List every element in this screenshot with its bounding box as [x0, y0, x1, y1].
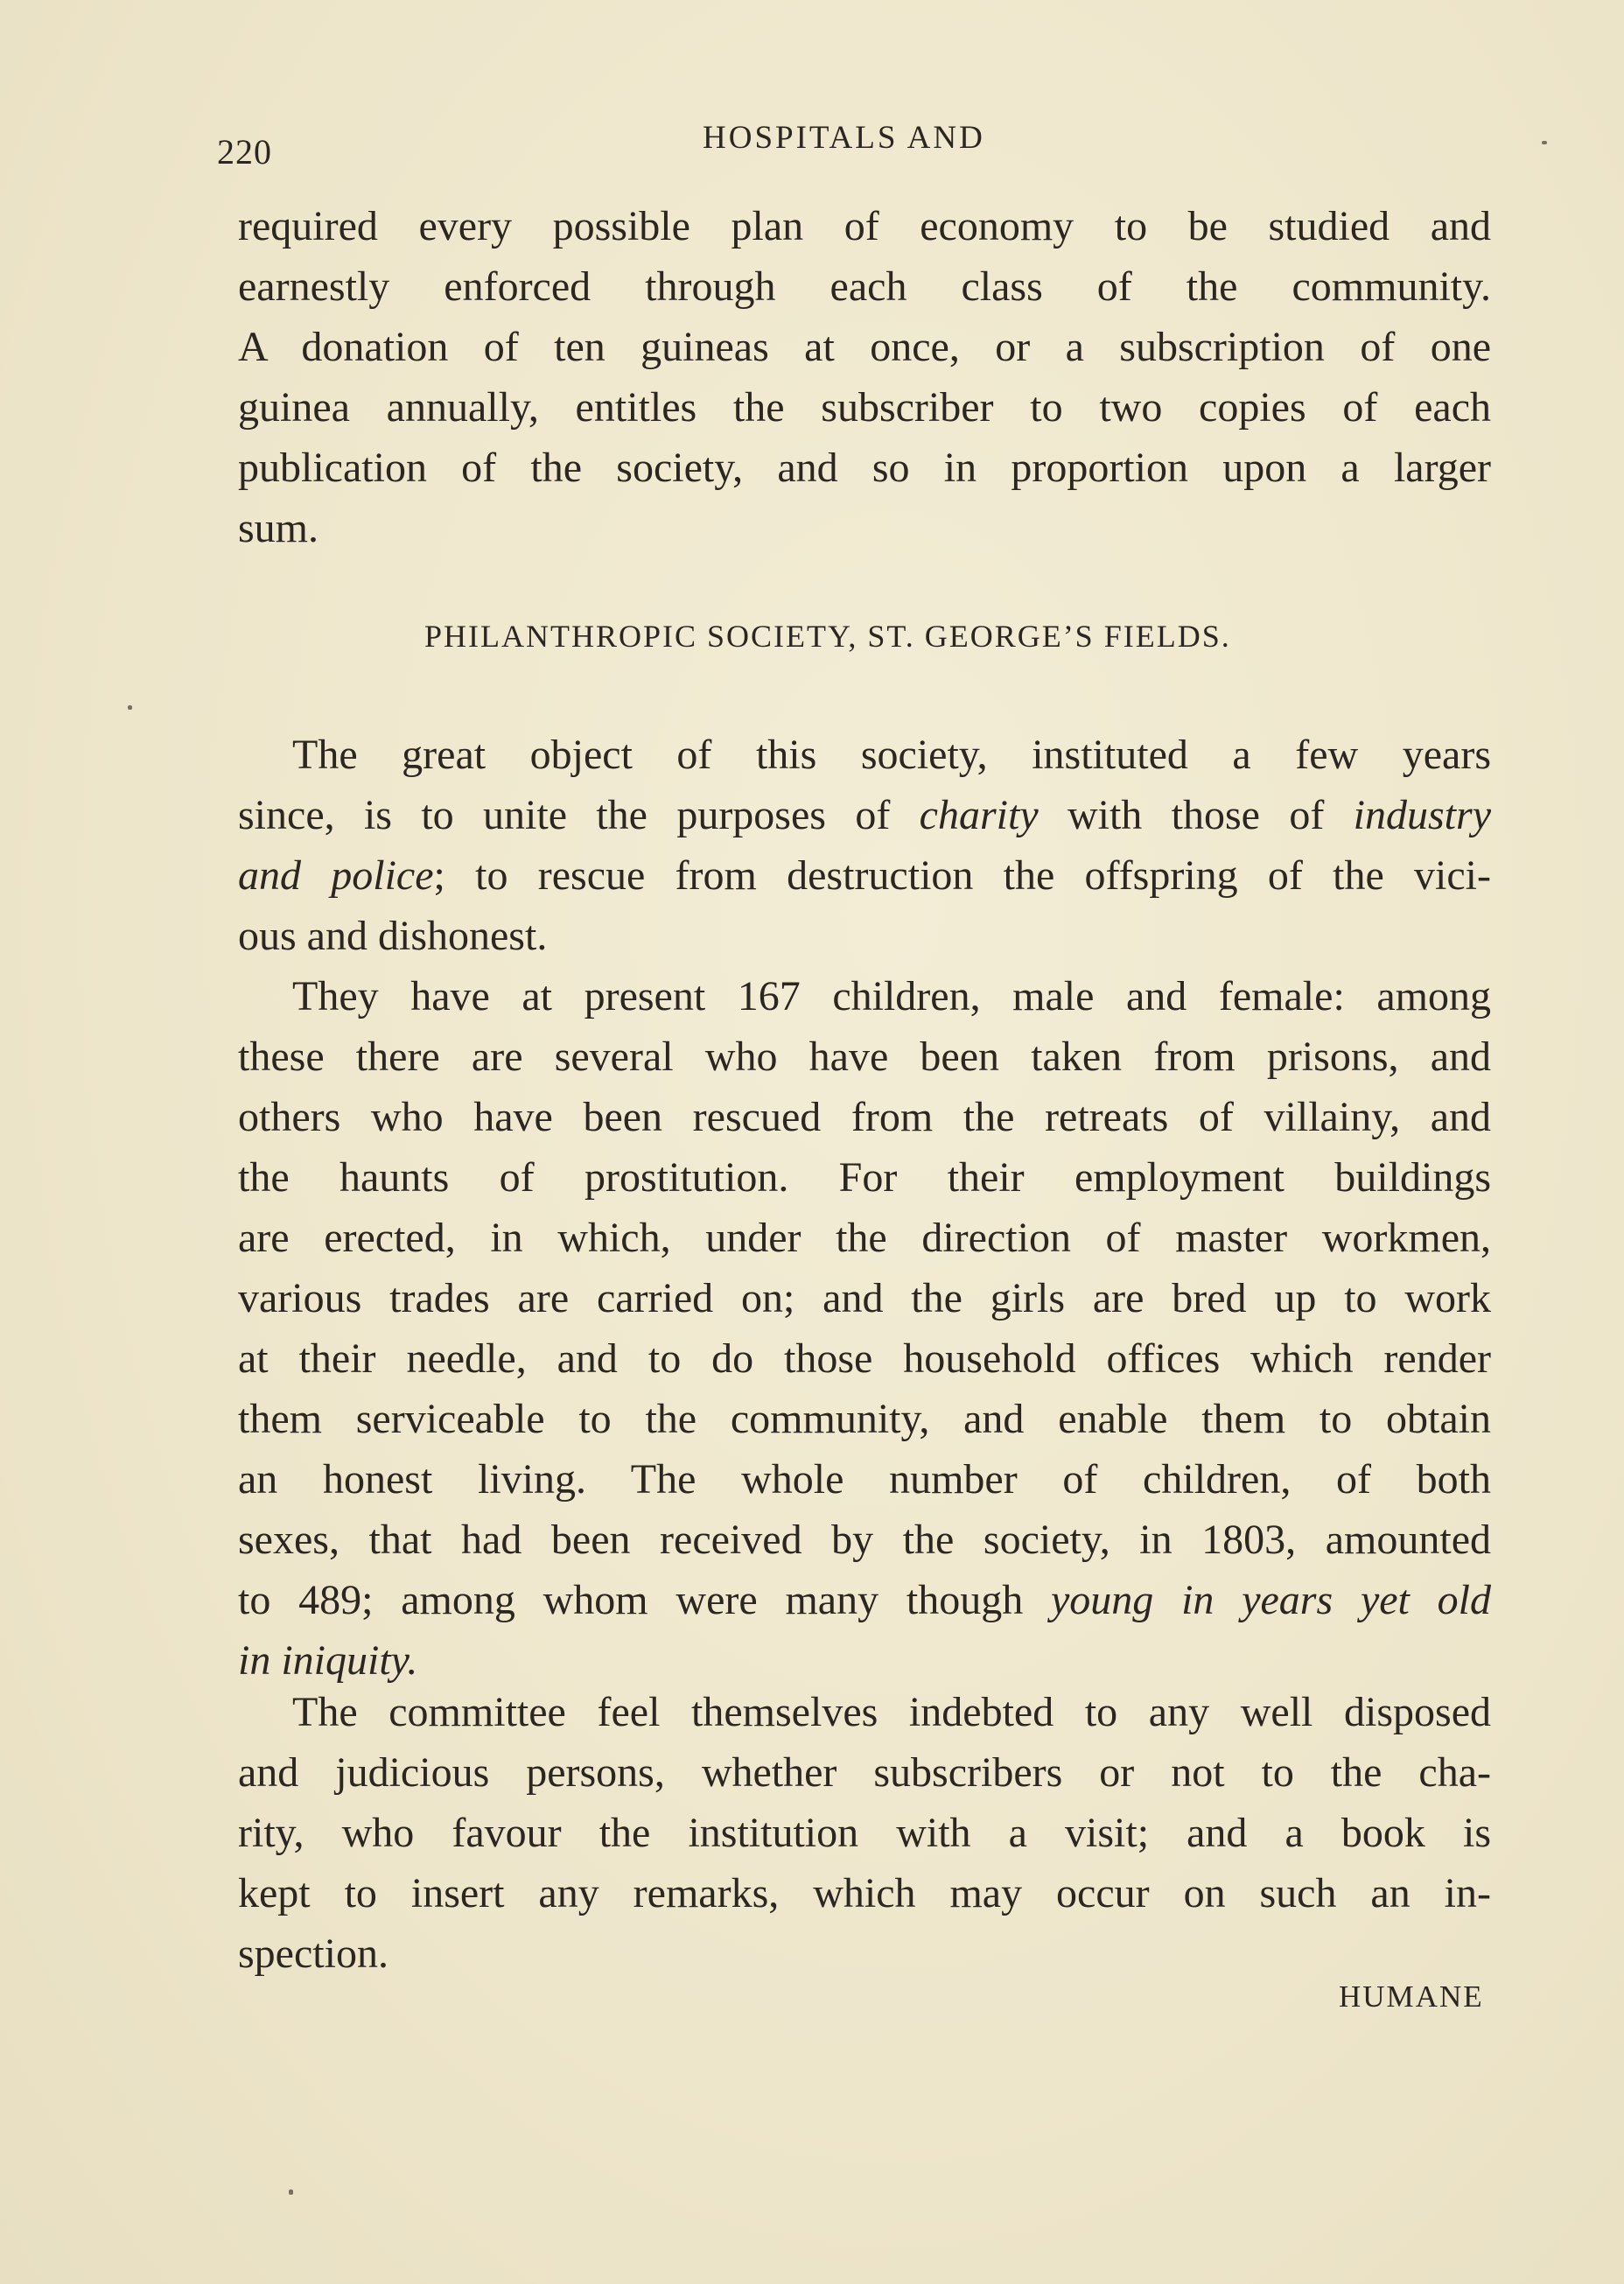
ink-speck [1542, 141, 1547, 144]
text-line: rity, who favour the institution with a visit; and a book is [238, 1810, 1491, 1856]
ink-speck [128, 705, 132, 710]
text-line: The great object of this society, instituted a few years [292, 732, 1491, 778]
paragraph-children [238, 966, 1491, 1691]
text-line: sum. [238, 505, 319, 551]
italic-run: industry [1353, 792, 1491, 838]
text-line: these there are several who have been taken from prisons, and [238, 1033, 1491, 1080]
text-line: the haunts of prostitution. For their employment buildings [238, 1154, 1491, 1201]
text-line [238, 785, 1491, 845]
paragraph-object [238, 725, 1491, 966]
paragraph-committee [238, 1682, 1491, 1984]
text-line: A donation of ten guineas at once, or a subscription of one [238, 324, 1491, 370]
italic-run: young in years yet old [1051, 1577, 1492, 1623]
text-line: others who have been rescued from the retreats of villainy, and [238, 1094, 1491, 1140]
italic-run: charity [919, 792, 1039, 838]
catchword: HUMANE [1339, 1979, 1484, 2014]
text-line: various trades are carried on; and the girls are bred up to work [238, 1275, 1491, 1321]
text-run: ; to rescue from destruction the offspring of the vici- [433, 852, 1492, 899]
text-line [238, 845, 1491, 906]
text-line: required every possible plan of economy to be studied and [238, 203, 1491, 249]
text-run: with those of [1038, 792, 1354, 838]
page-number: 220 [217, 132, 272, 172]
text-line: kept to insert any remarks, which may occur on such an in- [238, 1870, 1491, 1916]
text-line: them serviceable to the community, and enable them to obtain [238, 1396, 1491, 1442]
running-title: HOSPITALS AND [703, 120, 985, 156]
text-run: to 489; among whom were many though [238, 1577, 1051, 1623]
paragraph-intro [238, 196, 1491, 558]
text-run: since, is to unite the purposes of [238, 792, 920, 838]
text-line: earnestly enforced through each class of the community. [238, 263, 1491, 310]
text-line: They have at present 167 children, male and female: among [292, 973, 1491, 1019]
italic-run: and police [238, 852, 434, 899]
ink-speck [289, 2189, 293, 2195]
text-line: are erected, in which, under the direction of master workmen, [238, 1215, 1491, 1261]
text-line: guinea annually, entitles the subscriber to two copies of each [238, 384, 1491, 431]
text-line: The committee feel themselves indebted to any well disposed [292, 1689, 1491, 1735]
text-line: publication of the society, and so in proportion upon a larger [238, 445, 1491, 491]
text-line: spection. [238, 1930, 388, 1977]
section-heading: PHILANTHROPIC SOCIETY, ST. GEORGE’S FIELDS. [424, 619, 1231, 654]
text-line: at their needle, and to do those household offices which render [238, 1335, 1491, 1382]
text-line: in iniquity. [238, 1637, 418, 1684]
text-line [238, 1570, 1491, 1630]
text-line: sexes, that had been received by the society, in 1803, amounted [238, 1517, 1491, 1563]
text-line: and judicious persons, whether subscribers or not to the cha- [238, 1749, 1491, 1796]
text-line: ous and dishonest. [238, 913, 548, 959]
text-line: an honest living. The whole number of children, of both [238, 1456, 1491, 1503]
